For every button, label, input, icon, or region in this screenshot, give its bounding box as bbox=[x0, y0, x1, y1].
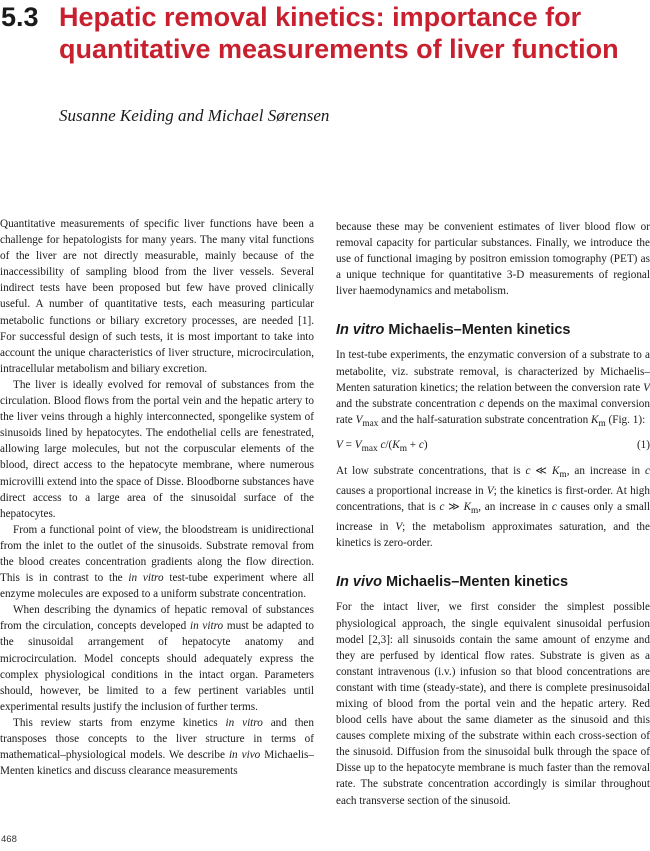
authors: Susanne Keiding and Michael Sørensen bbox=[59, 106, 330, 125]
equation-formula: $V = V_{max}$ $c/(K_m + c)$ bbox=[336, 439, 428, 455]
left-column bbox=[0, 216, 314, 779]
paragraph-intro: Quantitative measurements of specific liver functions have been a challenge for hepatologists for many years. The many vital functions of the liver are not directly measurable, mainly because of the inaccessibility of sampling blood from the liver vessels. Several indirect tests have been proposed but few have proved clinically useful. A number of quantitative tests, each measuring particular metabolic functions or biliary excretory processes, are needed [1]. For successful design of such tests, it is most important to take into account the unique characteristics of liver structure, microcirculation, intracellular metabolism and biliary excretion. bbox=[0, 218, 314, 375]
paragraph-in-vitro-kinetics: In test-tube experiments, the enzymatic conversion of a substrate to a metabolite, viz. substrate removal, is characterized by Michaelis–Menten saturation kinetics; the relation between the conversion rate V and the substrate concentration c depends on the maximal conversion rate $V_{max}$ and the half-saturation substrate concentration $K_m$ (Fig. 1): bbox=[336, 349, 650, 430]
page-number: 468 bbox=[1, 834, 17, 845]
right-column bbox=[336, 219, 650, 809]
paragraph-in-vivo-kinetics: For the intact liver, we first consider the simplest possible physiological approach, the single equivalent sinusoidal perfusion model [2,3]: all sinusoids contain the same amount of enzyme and they are perfused by identical flow rates. Substrate is given as a constant intravenous (i.v.) infusion so that blood concentrations are constant with time (steady-state), and there is complete presinusoidal mixing of blood from the portal vein and the hepatic artery. Red blood cells have about the same diameter as the sinusoid and this causes complete mixing of the substrate within each cross-section of the sinusoid. Diffusion from the sinusoidal bulk through the space of Disse up to the hepatocyte membrane is much faster than the removal rate. The substrate concentration accordingly is similar throughout each transverse section of the sinusoid. bbox=[336, 601, 650, 807]
heading-in-vitro: In vitro Michaelis–Menten kinetics bbox=[336, 322, 571, 339]
paragraph-continuation: because these may be convenient estimates of liver blood flow or removal capacity for particular substances. Finally, we introduce the use of functional imaging by positron emission tomography (PET) as a unique technique for quantitative 3-D measurements of regional liver haemodynamics and metabolism. bbox=[336, 221, 650, 298]
paragraph-liver-structure: The liver is ideally evolved for removal of substances from the circulation. Blood flows from the portal vein and the hepatic artery to the liver veins through a highly interconnected, spongelike system of sinusoids lined by hepatocytes. The endothelial cells are fenestrated, allowing large molecules, but not the corpuscular elements of the blood, direct access to the hepatocyte membrane, where numerous microvilli extend into the space of Disse. Bloodborne substances have direct access to a large area of the sinusoidal surface of the hepatocytes. bbox=[0, 378, 314, 520]
section-number: 5.3 bbox=[1, 2, 39, 32]
heading-in-vivo: In vivo Michaelis–Menten kinetics bbox=[336, 574, 569, 591]
equation-number: (1) bbox=[636, 439, 650, 452]
paragraph-concentrations: At low substrate concentrations, that is c ≪ $K_m$, an increase in c causes a proportional increase in V; the kinetics is first-order. At high concentrations, that is c ≫ $K_m$, an increase in c causes only a small increase in V; the metabolism approximates saturation, and the kinetics is zero-order. bbox=[336, 464, 650, 550]
equation-1 bbox=[336, 437, 650, 457]
paragraph-review-scope: This review starts from enzyme kinetics in vitro and then transposes those concepts to the liver structure in terms of mathematical–physiological models. We describe in vivo Michaelis–Menten kinetics and discuss clearance measurements bbox=[0, 716, 314, 778]
paragraph-functional-view: From a functional point of view, the bloodstream is unidirectional from the inlet to the outlet of the sinusoids. Substrate removal from the blood creates concentration gradients along the flow direction. This is in contrast to the in vitro test-tube experiment where all enzyme molecules are exposed to a uniform substrate concentration. bbox=[0, 523, 314, 601]
chapter-title: Hepatic removal kinetics: importance for quantitative measurements of liver function bbox=[59, 2, 619, 64]
paragraph-dynamics: When describing the dynamics of hepatic removal of substances from the circulation, concepts developed in vitro must be adapted to the sinusoidal arrangement of hepatocyte anatomy and microcirculation. Model concepts should adequately express the complex physiological conditions in the intact organ. Parameters should, however, be limited to a few pertinent variables until experimental results justify the inclusion of further terms. bbox=[0, 604, 314, 713]
